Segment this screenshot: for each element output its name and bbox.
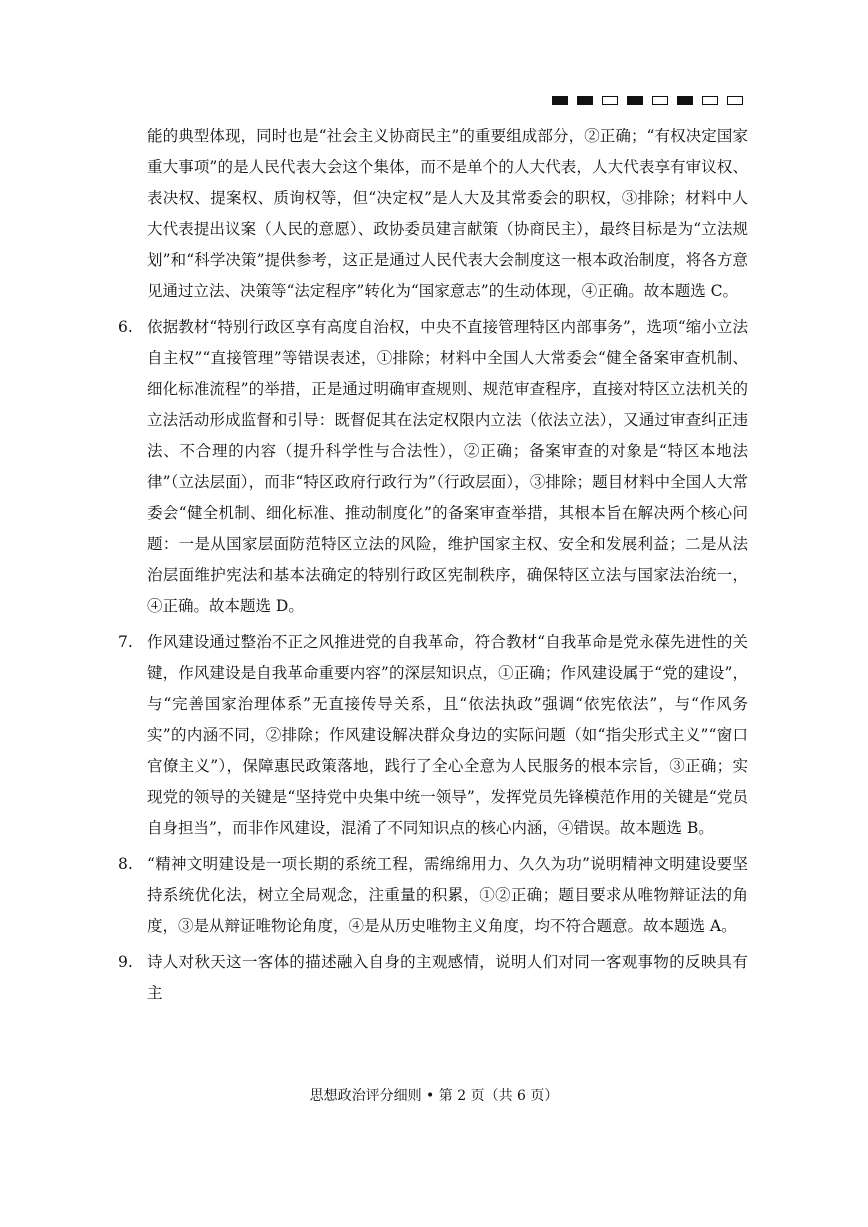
- paragraph-text: 作风建设通过整治不正之风推进党的自我革命，符合教材“自我革命是党永葆先进性的关键，作风建设是自我革命重要内容”的深层知识点，①正确；作风建设属于“党的建设”，与“完善国家治理体系”无直接传导关系，且“依法执政”强调“依宪依法”，与“作风务实”的内涵不同，②排除；作风建设解决群众身边的实际问题（如“指尖形式主义”“窗口官僚主义”），保障惠民政策落地，践行了全心全意为人民服务的根本宗旨，③正确；实现党的领导的关键是“坚持党中央集中统一领导”，发挥党员先锋模范作用的关键是“党员自身担当”，而非作风建设，混淆了不同知识点的核心内涵，④错误。故本题选 B。: [147, 633, 748, 837]
- answer-paragraph-8: [118, 849, 748, 942]
- page-footer: 思想政治评分细则 • 第 2 页（共 6 页）: [309, 1088, 559, 1104]
- answer-paragraph-6: [118, 312, 748, 622]
- answer-paragraph-9: [118, 947, 748, 1009]
- paragraph-text: 诗人对秋天这一客体的描述融入自身的主观感情，说明人们对同一客观事物的反映具有主: [147, 953, 748, 1002]
- paragraph-text: “精神文明建设是一项长期的系统工程，需绵绵用力、久久为功”说明精神文明建设要坚持系统优化法，树立全局观念，注重量的积累，①②正确；题目要求从唯物辩证法的角度，③是从辩证唯物论角度，④是从历史唯物主义角度，均不符合题意。故本题选 A。: [147, 855, 748, 935]
- mark-empty: [702, 96, 718, 105]
- header-marks: [552, 96, 743, 105]
- mark-empty: [652, 96, 668, 105]
- question-number: 8.: [118, 855, 133, 873]
- mark-empty: [727, 96, 743, 105]
- paragraph-text: 依据教材“特别行政区享有高度自治权，中央不直接管理特区内部事务”，选项“缩小立法自主权”“直接管理”等错误表述，①排除；材料中全国人大常委会“健全备案审查机制、细化标准流程”的举措，正是通过明确审查规则、规范审查程序，直接对特区立法机关的立法活动形成监督和引导：既督促其在法定权限内立法（依法立法），又通过审查纠正违法、不合理的内容（提升科学性与合法性），②正确；备案审查的对象是“特区本地法律”（立法层面），而非“特区政府行政行为”（行政层面），③排除；题目材料中全国人大常委会“健全机制、细化标准、推动制度化”的备案审查举措，其根本旨在解决两个核心问题：一是从国家层面防范特区立法的风险，维护国家主权、安全和发展利益；二是从法治层面维护宪法和基本法确定的特别行政区宪制秩序，确保特区立法与国家法治统一，④正确。故本题选 D。: [147, 318, 748, 615]
- paragraph-text: 能的典型体现，同时也是“社会主义协商民主”的重要组成部分，②正确；“有权决定国家重大事项”的是人民代表大会这个集体，而不是单个的人大代表，人大代表享有审议权、表决权、提案权、质询权等，但“决定权”是人大及其常委会的职权，③排除；材料中人大代表提出议案（人民的意愿）、政协委员建言献策（协商民主），最终目标是为“立法规划”和“科学决策”提供参考，这正是通过人民代表大会制度这一根本政治制度，将各方意见通过立法、决策等“法定程序”转化为“国家意志”的生动体现，④正确。故本题选 C。: [147, 127, 748, 300]
- answer-paragraph-7: [118, 627, 748, 844]
- question-number: 6.: [118, 318, 133, 336]
- question-number: 9.: [118, 953, 133, 971]
- mark-filled: [627, 96, 643, 105]
- mark-empty: [602, 96, 618, 105]
- mark-filled: [577, 96, 593, 105]
- answer-paragraph-continued: [118, 121, 748, 307]
- question-number: 7.: [118, 633, 133, 651]
- mark-filled: [677, 96, 693, 105]
- answer-content: [118, 121, 748, 1014]
- mark-filled: [552, 96, 568, 105]
